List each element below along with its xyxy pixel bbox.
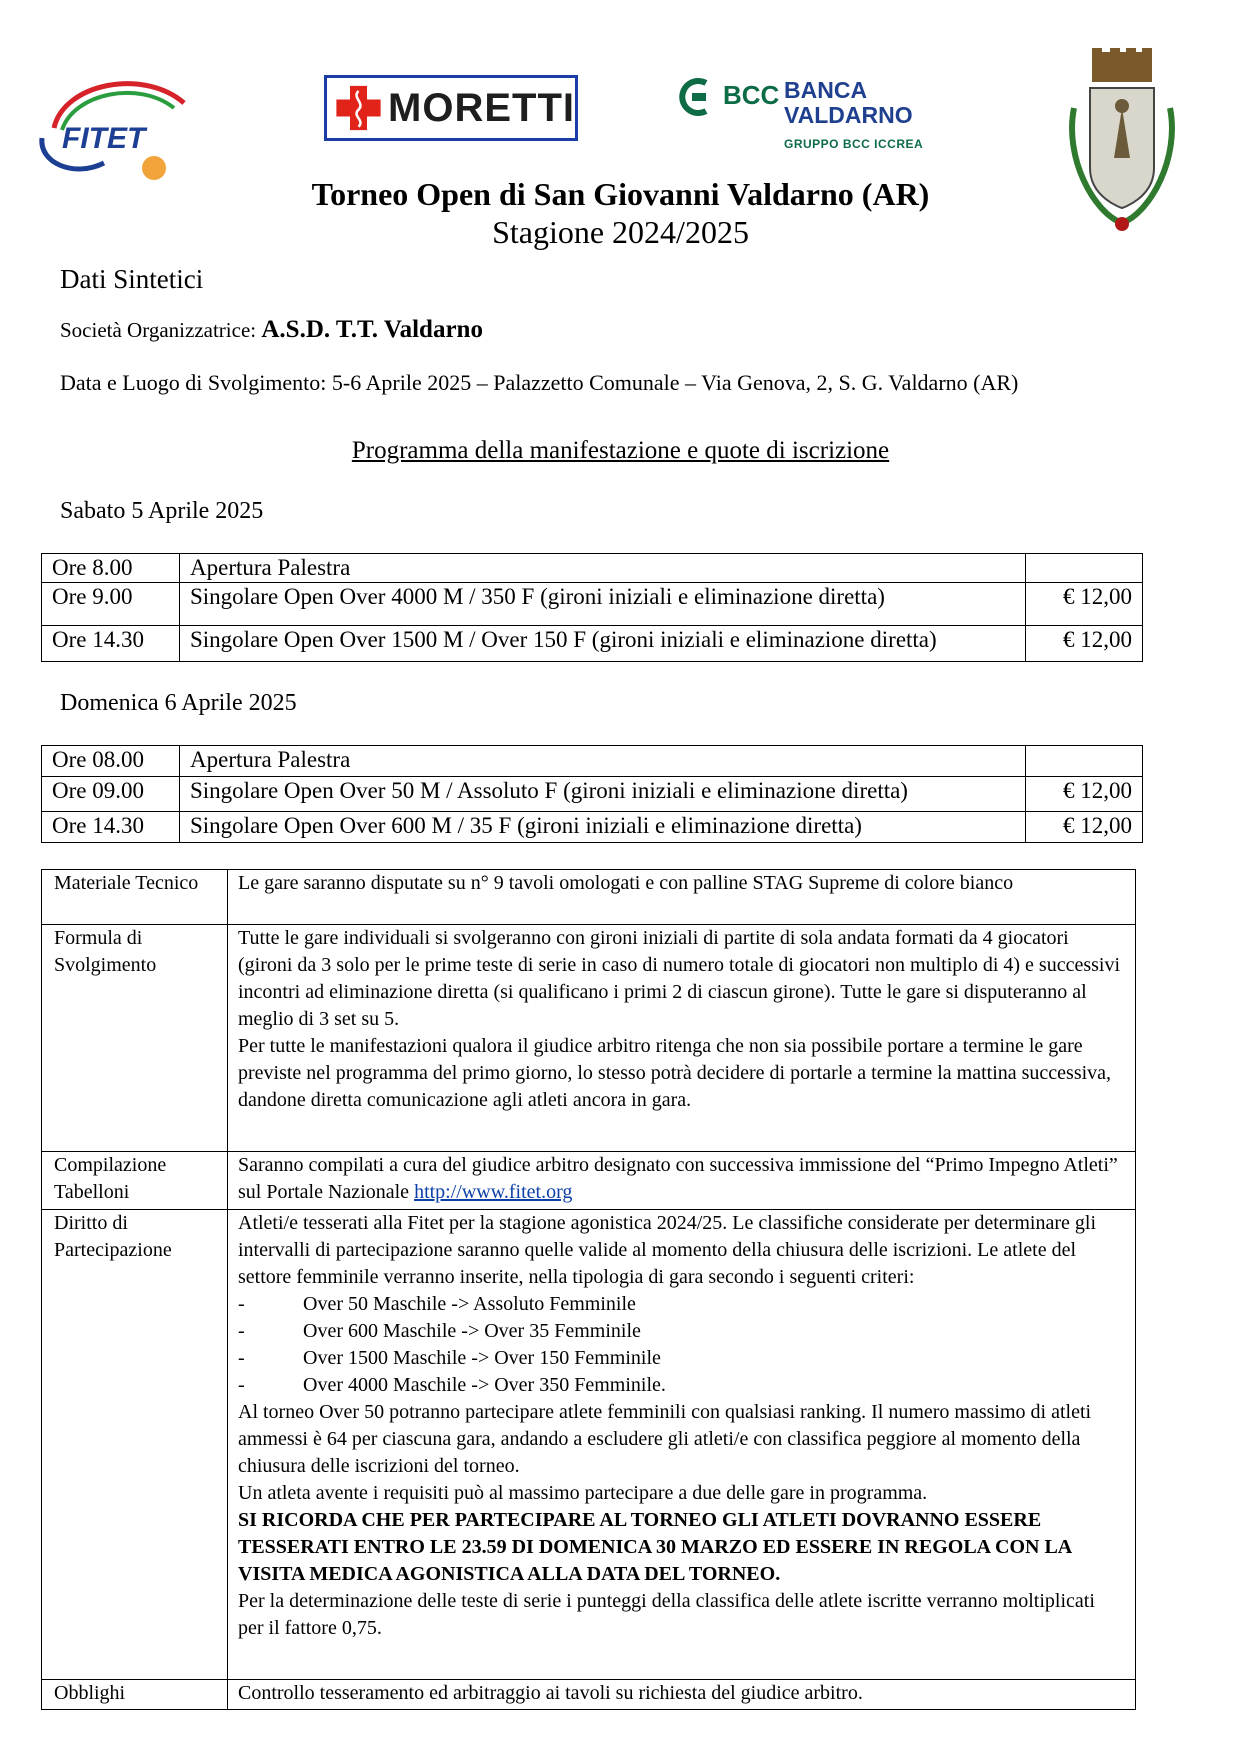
moretti-text: MORETTI: [388, 85, 575, 130]
table-row: [42, 870, 1136, 925]
price-cell: [1026, 554, 1143, 583]
list-item: - Over 1500 Maschile -> Over 150 Femminile: [238, 1345, 1125, 1372]
price-cell: € 12,00: [1026, 583, 1143, 626]
materiale-label: Materiale Tecnico: [42, 870, 228, 925]
bcc-name-line1: BANCA: [784, 77, 868, 103]
list-item: - Over 4000 Maschile -> Over 350 Femminile.: [238, 1372, 1125, 1399]
red-cross-icon: [333, 80, 384, 136]
list-item: - Over 600 Maschile -> Over 35 Femminile: [238, 1318, 1125, 1345]
table-row: [42, 925, 1136, 1152]
price-cell: € 12,00: [1026, 777, 1143, 812]
materiale-text: Le gare saranno disputate su n° 9 tavoli omologati e con palline STAG Supreme di colore bianco: [228, 870, 1136, 925]
formula-cell: [228, 925, 1136, 1152]
event-cell: Singolare Open Over 600 M / 35 F (gironi iniziali e eliminazione diretta): [180, 812, 1026, 843]
time-cell: Ore 08.00: [42, 746, 180, 777]
society-line: [60, 316, 483, 344]
page-subtitle: Stagione 2024/2025: [492, 214, 749, 250]
table-row: [42, 626, 1143, 662]
event-cell: Singolare Open Over 4000 M / 350 F (gironi iniziali e eliminazione diretta): [180, 583, 1026, 626]
fitet-text: FITET: [62, 122, 146, 155]
list-item-text: Over 4000 Maschile -> Over 350 Femminile.: [303, 1374, 666, 1396]
event-cell: Singolare Open Over 50 M / Assoluto F (gironi iniziali e eliminazione diretta): [180, 777, 1026, 812]
compilazione-label: Compilazione Tabelloni: [42, 1152, 228, 1210]
time-cell: Ore 9.00: [42, 583, 180, 626]
bcc-brand: BCC: [723, 80, 780, 110]
summary-heading: Dati Sintetici: [60, 264, 204, 294]
list-item-text: Over 600 Maschile -> Over 35 Femminile: [303, 1320, 641, 1342]
compilazione-text: Saranno compilati a cura del giudice arbitro designato con successiva immissione del “Primo Impegno Atleti” sul Portale Nazionale: [238, 1154, 1118, 1203]
table-row: [42, 746, 1143, 777]
event-cell: Apertura Palestra: [180, 554, 1026, 583]
time-cell: Ore 14.30: [42, 626, 180, 662]
event-cell: Singolare Open Over 1500 M / Over 150 F (gironi iniziali e eliminazione diretta): [180, 626, 1026, 662]
formula-label: Formula di Svolgimento: [42, 925, 228, 1152]
time-cell: Ore 14.30: [42, 812, 180, 843]
table-row: [42, 1680, 1136, 1710]
table-row: [42, 812, 1143, 843]
time-cell: Ore 8.00: [42, 554, 180, 583]
table-row: [42, 554, 1143, 583]
moretti-logo: [324, 75, 578, 141]
diritto-p4: Per la determinazione delle teste di serie i punteggi della classifica delle atlete iscritte verranno moltiplicati per il fattore 0,75.: [238, 1590, 1095, 1639]
page-title: Torneo Open di San Giovanni Valdarno (AR): [311, 176, 930, 212]
time-cell: Ore 09.00: [42, 777, 180, 812]
list-item-text: Over 50 Maschile -> Assoluto Femminile: [303, 1293, 636, 1315]
diritto-p2: Al torneo Over 50 potranno partecipare atlete femminili con qualsiasi ranking. Il numero massimo di atleti ammessi è 64 per ciascuna gara, andando a escludere gli atleti/e con classifica peggiore al momento della chiusura delle iscrizioni del torneo.: [238, 1401, 1092, 1477]
bcc-name-line2: VALDARNO: [784, 102, 913, 128]
saturday-label: Sabato 5 Aprile 2025: [60, 498, 264, 524]
table-row: [42, 1210, 1136, 1680]
fitet-logo: [34, 68, 204, 186]
formula-p1: Tutte le gare individuali si svolgeranno con gironi iniziali di partite di sola andata formati da 4 giocatori (gironi da 3 solo per le prime teste di serie in caso di numero totale di giocatori non multiplo di 4) e successivi incontri ad eliminazione diretta (si qualificano i primi 2 di ciascun girone). Tutte le gare si disputeranno al meglio di 3 set su 5.: [238, 927, 1121, 1030]
table-row: [42, 1152, 1136, 1210]
fitet-link[interactable]: http://www.fitet.org: [414, 1181, 573, 1203]
price-cell: € 12,00: [1026, 812, 1143, 843]
diritto-bold-notice: SI RICORDA CHE PER PARTECIPARE AL TORNEO GLI ATLETI DOVRANNO ESSERE TESSERATI ENTRO LE 23.59 DI DOMENICA 30 MARZO ED ESSERE IN REGOLA CON LA VISITA MEDICA AGONISTICA ALLA DATA DEL TORNEO.: [238, 1509, 1072, 1585]
diritto-cell: [228, 1210, 1136, 1680]
price-cell: € 12,00: [1026, 626, 1143, 662]
event-cell: Apertura Palestra: [180, 746, 1026, 777]
diritto-label: Diritto di Partecipazione: [42, 1210, 228, 1680]
obblighi-label: Obblighi: [42, 1680, 228, 1710]
price-cell: [1026, 746, 1143, 777]
bcc-mark-icon: [676, 75, 720, 119]
society-label: Società Organizzatrice:: [60, 318, 257, 342]
program-heading: Programma della manifestazione e quote di iscrizione: [351, 437, 890, 464]
table-row: [42, 777, 1143, 812]
list-item-text: Over 1500 Maschile -> Over 150 Femminile: [303, 1347, 661, 1369]
saturday-table: [41, 553, 1143, 662]
date-place-line: Data e Luogo di Svolgimento: 5-6 Aprile 2025 – Palazzetto Comunale – Via Genova, 2, S. G. Valdarno (AR): [60, 370, 1019, 395]
sunday-table: [41, 745, 1143, 843]
bcc-logo: [676, 75, 936, 155]
compilazione-cell: [228, 1152, 1136, 1210]
bcc-group: GRUPPO BCC ICCREA: [784, 137, 924, 151]
info-table: [41, 869, 1136, 1710]
list-item: - Over 50 Maschile -> Assoluto Femminile: [238, 1291, 1125, 1318]
formula-p2: Per tutte le manifestazioni qualora il giudice arbitro ritenga che non sia possibile portare a termine le gare previste nel programma del primo giorno, lo stesso potrà decidere di portarle a termine la mattina successiva, dandone diretta comunicazione agli atleti ancora in gara.: [238, 1035, 1112, 1111]
diritto-p1: Atleti/e tesserati alla Fitet per la stagione agonistica 2024/25. Le classifiche considerate per determinare gli intervalli di partecipazione saranno quelle valide al momento della chiusura delle iscrizioni. Le atlete del settore femminile verranno inserite, nella tipologia di gara secondo i seguenti criteri:: [238, 1212, 1097, 1288]
society-value: A.S.D. T.T. Valdarno: [261, 316, 483, 343]
table-row: [42, 583, 1143, 626]
obblighi-text: Controllo tesseramento ed arbitraggio ai tavoli su richiesta del giudice arbitro.: [228, 1680, 1136, 1710]
diritto-p3: Un atleta avente i requisiti può al massimo partecipare a due delle gare in programma.: [238, 1482, 928, 1504]
sunday-label: Domenica 6 Aprile 2025: [60, 690, 297, 716]
